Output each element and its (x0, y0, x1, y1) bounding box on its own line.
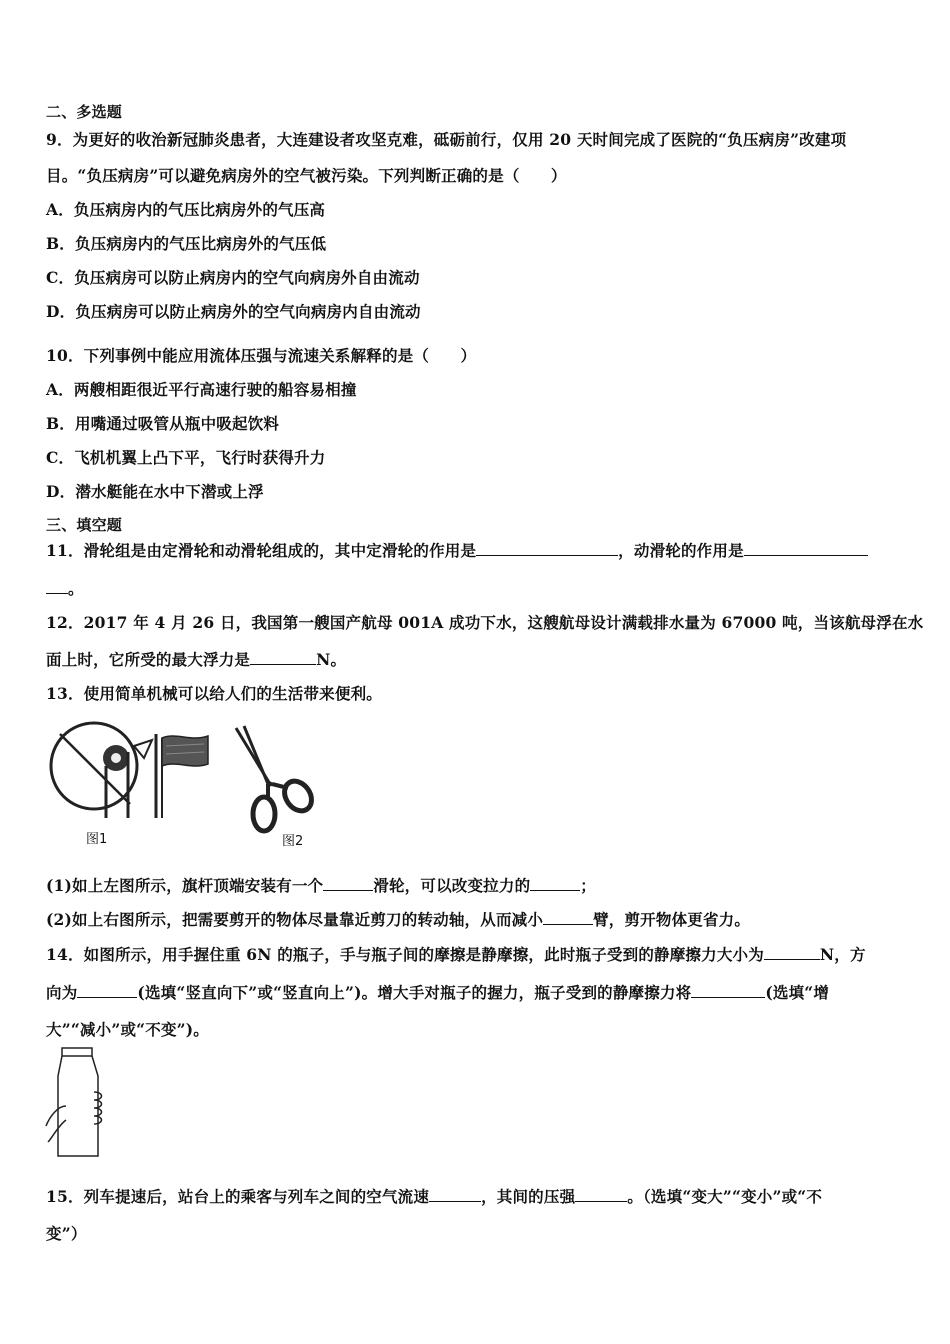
q13-sub2-blank[interactable] (543, 909, 593, 925)
q15-line1 (46, 1185, 822, 1207)
q15-blank-2[interactable] (575, 1186, 627, 1202)
q14-line2 (46, 981, 829, 1003)
q9-option-a: A．负压病房内的气压比病房外的气压高 (46, 200, 326, 219)
q9-stem-line2: 目。“负压病房”可以避免病房外的空气被污染。下列判断正确的是（ ） (46, 166, 567, 185)
q14-blank-1[interactable] (764, 944, 820, 960)
q14-text-3: 向为 (46, 983, 78, 1002)
q15-blank-1[interactable] (429, 1186, 481, 1202)
q12-text-2: N。 (316, 650, 347, 669)
q13-sub1-text-3: ； (580, 876, 596, 895)
q11-blank-2-end[interactable] (46, 578, 68, 594)
q13-sub1 (46, 874, 596, 896)
q14-blank-2[interactable] (77, 982, 137, 998)
q13-sub2-text-2: 臂，剪开物体更省力。 (593, 910, 751, 929)
bottle-in-hand-drawing (44, 1046, 114, 1160)
q11-text-3: 。 (68, 579, 84, 598)
q11-blank-2-start[interactable] (744, 540, 868, 556)
q13-stem: 13．使用简单机械可以给人们的生活带来便利。 (46, 684, 382, 703)
q13-sub2-text-1: (2)如上右图所示，把需要剪开的物体尽量靠近剪刀的转动轴，从而减小 (46, 910, 544, 929)
bottle-hand-figure (44, 1046, 114, 1160)
q13-sub1-text-1: (1)如上左图所示，旗杆顶端安装有一个 (46, 876, 324, 895)
q15-line2: 变”） (46, 1224, 87, 1243)
section-heading-fill-blank: 三、填空题 (46, 516, 123, 534)
q10-option-a: A．两艘相距很近平行高速行驶的船容易相撞 (46, 380, 357, 399)
q13-sub1-text-2: 滑轮，可以改变拉力的 (373, 876, 531, 895)
flagpole-pulley-figure (46, 718, 216, 848)
q9-option-b: B．负压病房内的气压比病房外的气压低 (46, 234, 327, 253)
q13-sub1-blank-2[interactable] (530, 875, 580, 891)
q10-option-c: C．飞机机翼上凸下平，飞行时获得升力 (46, 448, 326, 467)
q9-option-c: C．负压病房可以防止病房内的空气向病房外自由流动 (46, 268, 420, 287)
section-heading-multi-choice: 二、多选题 (46, 103, 123, 121)
q11-text-1: 11．滑轮组是由定滑轮和动滑轮组成的，其中定滑轮的作用是 (46, 541, 477, 560)
q11-line1 (46, 539, 868, 561)
q14-text-1: 14．如图所示，用手握住重 6N 的瓶子，手与瓶子间的摩擦是静摩擦，此时瓶子受到的静摩擦力大小为 (46, 945, 764, 964)
q10-option-b: B．用嘴通过吸管从瓶中吸起饮料 (46, 414, 280, 433)
q12-blank[interactable] (250, 649, 316, 665)
q14-text-4: (选填“竖直向下”或“竖直向上”)。增大手对瓶子的握力，瓶子受到的静摩擦力将 (137, 983, 692, 1002)
q11-line2 (46, 577, 84, 599)
q14-line3: 大”“减小”或“不变”)。 (46, 1020, 210, 1039)
flagpole-pulley-drawing (46, 718, 216, 848)
q15-text-3: 。（选填“变大”“变小”或“不 (627, 1187, 823, 1206)
q11-blank-1[interactable] (476, 540, 618, 556)
q13-sub2 (46, 908, 750, 930)
q14-text-2: N，方 (819, 945, 866, 964)
q9-stem-line1: 9．为更好的收治新冠肺炎患者，大连建设者攻坚克难，砥砺前行，仅用 20 天时间完成了医院的“负压病房”改建项 (46, 130, 847, 149)
q15-text-1: 15．列车提速后，站台上的乘客与列车之间的空气流速 (46, 1187, 430, 1206)
q10-stem: 10．下列事例中能应用流体压强与流速关系解释的是（ ） (46, 346, 477, 365)
q15-text-2: ，其间的压强 (481, 1187, 576, 1206)
q14-text-5: (选填“增 (765, 983, 830, 1002)
q11-text-2: ，动滑轮的作用是 (618, 541, 744, 560)
q14-blank-3[interactable] (691, 982, 765, 998)
q12-line1: 12．2017 年 4 月 26 日，我国第一艘国产航母 001A 成功下水，这艘航母设计满载排水量为 67000 吨，当该航母浮在水 (46, 613, 924, 632)
q12-line2 (46, 648, 346, 670)
figure-1-label: 图1 (86, 832, 108, 847)
q10-option-d: D．潜水艇能在水中下潜或上浮 (46, 482, 264, 501)
q14-line1 (46, 943, 866, 965)
scissors-drawing (224, 722, 324, 842)
q9-option-d: D．负压病房可以防止病房外的空气向病房内自由流动 (46, 302, 421, 321)
figure-2-label: 图2 (282, 834, 304, 849)
q13-sub1-blank-1[interactable] (323, 875, 373, 891)
q12-text-1: 面上时，它所受的最大浮力是 (46, 650, 251, 669)
scissors-figure (224, 722, 324, 849)
